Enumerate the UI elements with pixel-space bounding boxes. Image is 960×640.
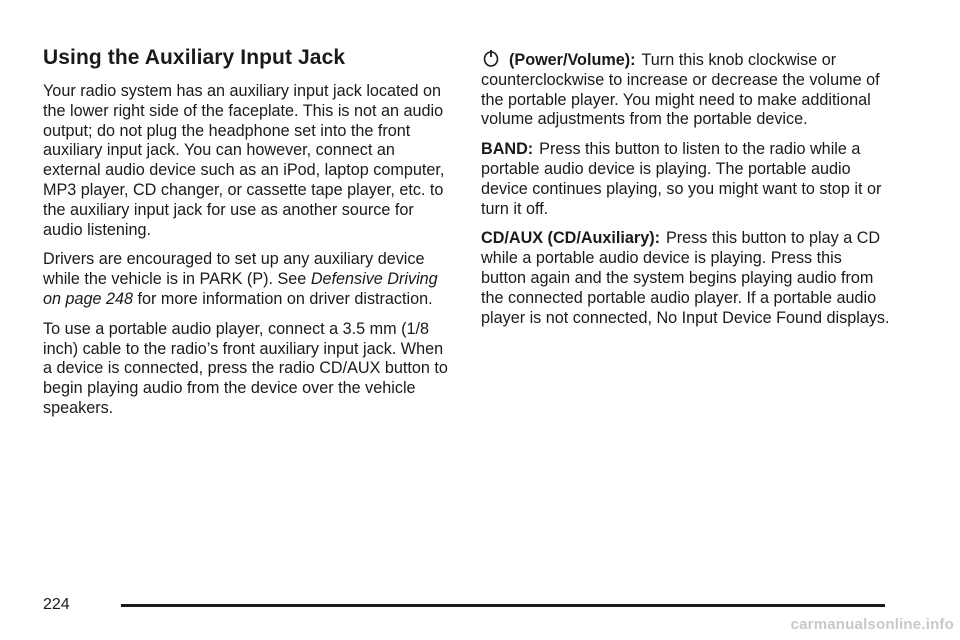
footer-rule	[121, 604, 885, 607]
right-column	[481, 48, 891, 338]
power-volume-text: Turn this knob clockwise or counterclockwise to increase or decrease the volume of the portable player. You might need to make additional volume adjustments from the portable device.	[481, 51, 880, 129]
driver-caution-text-a: Drivers are encouraged to set up any auxiliary device while the vehicle is in PARK (P). See	[43, 250, 425, 289]
section-heading: Using the Auxiliary Input Jack	[43, 46, 346, 69]
driver-caution-text-b: for more information on driver distraction.	[133, 289, 433, 308]
driver-caution-paragraph	[43, 250, 453, 309]
aux-intro-paragraph: Your radio system has an auxiliary input jack located on the lower right side of the faceplate. This is not an audio output; do not plug the headphone set into the front auxiliary input jack. You can however, connect an external audio device such as an iPod, laptop computer, MP3 player, CD changer, or cassette tape player, etc. to the auxiliary input jack for use as another source for audio listening.	[43, 82, 445, 239]
band-paragraph	[481, 140, 891, 219]
page-number: 224	[43, 596, 70, 613]
cd-aux-label: CD/AUX (CD/Auxiliary):	[481, 229, 660, 248]
watermark: carmanualsonline.info	[790, 616, 954, 633]
band-label: BAND:	[481, 140, 534, 159]
left-column	[43, 44, 453, 429]
power-volume-paragraph	[481, 48, 891, 130]
portable-player-paragraph: To use a portable audio player, connect a 3.5 mm (1/8 inch) cable to the radio’s front auxiliary input jack. When a device is connected, press the radio CD/AUX button to begin playing audio from the device over the vehicle speakers.	[43, 319, 448, 417]
band-text: Press this button to listen to the radio while a portable audio device is playing. The portable audio device continues playing, so you might want to stop it or turn it off.	[481, 140, 882, 218]
defensive-driving-link[interactable]: Defensive Driving on page 248	[43, 270, 438, 308]
cd-aux-paragraph	[481, 229, 891, 328]
cd-aux-text: Press this button to play a CD while a portable audio device is playing. Press this button again and the system begins playing audio from the connected portable audio player. If a portable audio player is not connected, No Input Device Found displays.	[481, 229, 890, 327]
power-icon	[481, 48, 501, 68]
power-volume-label: (Power/Volume):	[509, 51, 636, 69]
